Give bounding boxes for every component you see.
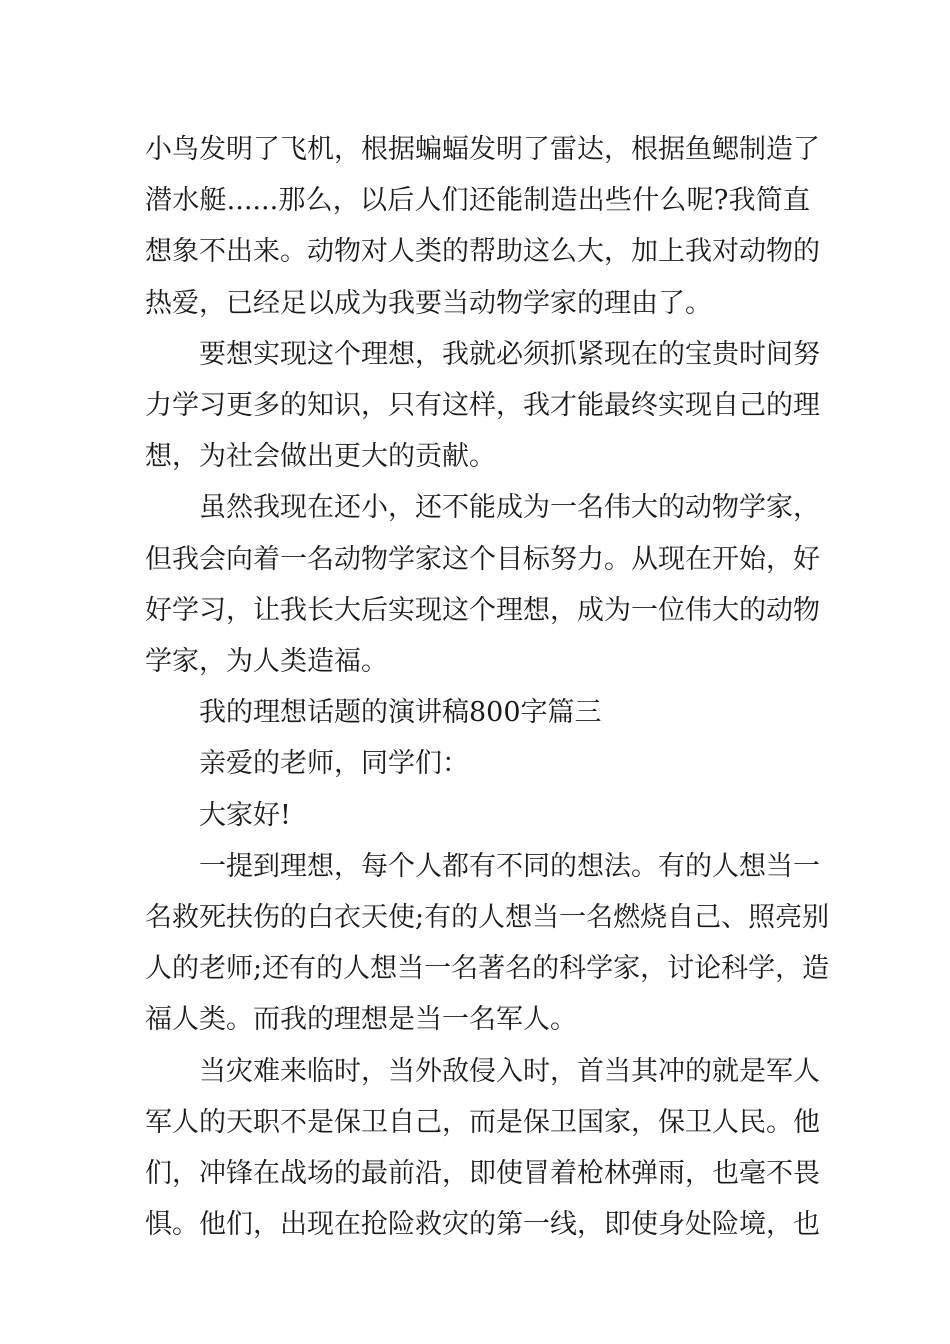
- text-line: 好学习，让我长大后实现这个理想，成为一位伟大的动物: [145, 594, 820, 626]
- document-body: [145, 124, 830, 1250]
- text-line: 当灾难来临时，当外敌侵入时，首当其冲的就是军人: [199, 1055, 820, 1087]
- text-line: 惧。他们，出现在抢险救灾的第一线，即使身处险境，也: [145, 1209, 820, 1241]
- text-line: 福人类。而我的理想是当一名军人。: [145, 1004, 577, 1036]
- text-line: 小鸟发明了飞机，根据蝙蝠发明了雷达，根据鱼鳃制造了: [145, 134, 820, 165]
- greeting: 大家好!: [199, 799, 291, 831]
- text-line: 要想实现这个理想，我就必须抓紧现在的宝贵时间努: [199, 338, 820, 370]
- text-line: 力学习更多的知识，只有这样，我才能最终实现自己的理: [145, 390, 820, 422]
- text-line: 名救死扶伤的白衣天使;有的人想当一名燃烧自己、照亮别: [145, 902, 830, 934]
- text-line: 热爱，已经足以成为我要当动物学家的理由了。: [145, 287, 712, 319]
- text-line: 但我会向着一名动物学家这个目标努力。从现在开始，好: [145, 543, 820, 575]
- paragraph: [145, 1046, 820, 1251]
- text-line: 虽然我现在还小，还不能成为一名伟大的动物学家，: [199, 492, 820, 524]
- salutation: 亲爱的老师，同学们：: [199, 748, 469, 780]
- text-line: 一提到理想，每个人都有不同的想法。有的人想当一: [199, 850, 820, 882]
- text-line: 们，冲锋在战场的最前沿，即使冒着枪林弹雨，也毫不畏: [145, 1158, 820, 1190]
- text-line: 想象不出来。动物对人类的帮助这么大，加上我对动物的: [145, 236, 820, 268]
- text-line: 人的老师;还有的人想当一名著名的科学家，讨论科学，造: [145, 953, 830, 985]
- paragraph: [145, 329, 820, 483]
- paragraph: [145, 482, 820, 687]
- paragraph: [145, 124, 820, 329]
- paragraph: [145, 841, 830, 1046]
- section-heading: 我的理想话题的演讲稿800字篇三: [199, 697, 602, 729]
- text-line: 潜水艇......那么，以后人们还能制造出些什么呢?我简直: [145, 185, 810, 217]
- text-line: 军人的天职不是保卫自己，而是保卫国家，保卫人民。他: [145, 1106, 820, 1138]
- text-line: 想，为社会做出更大的贡献。: [145, 441, 496, 473]
- text-line: 学家，为人类造福。: [145, 646, 388, 678]
